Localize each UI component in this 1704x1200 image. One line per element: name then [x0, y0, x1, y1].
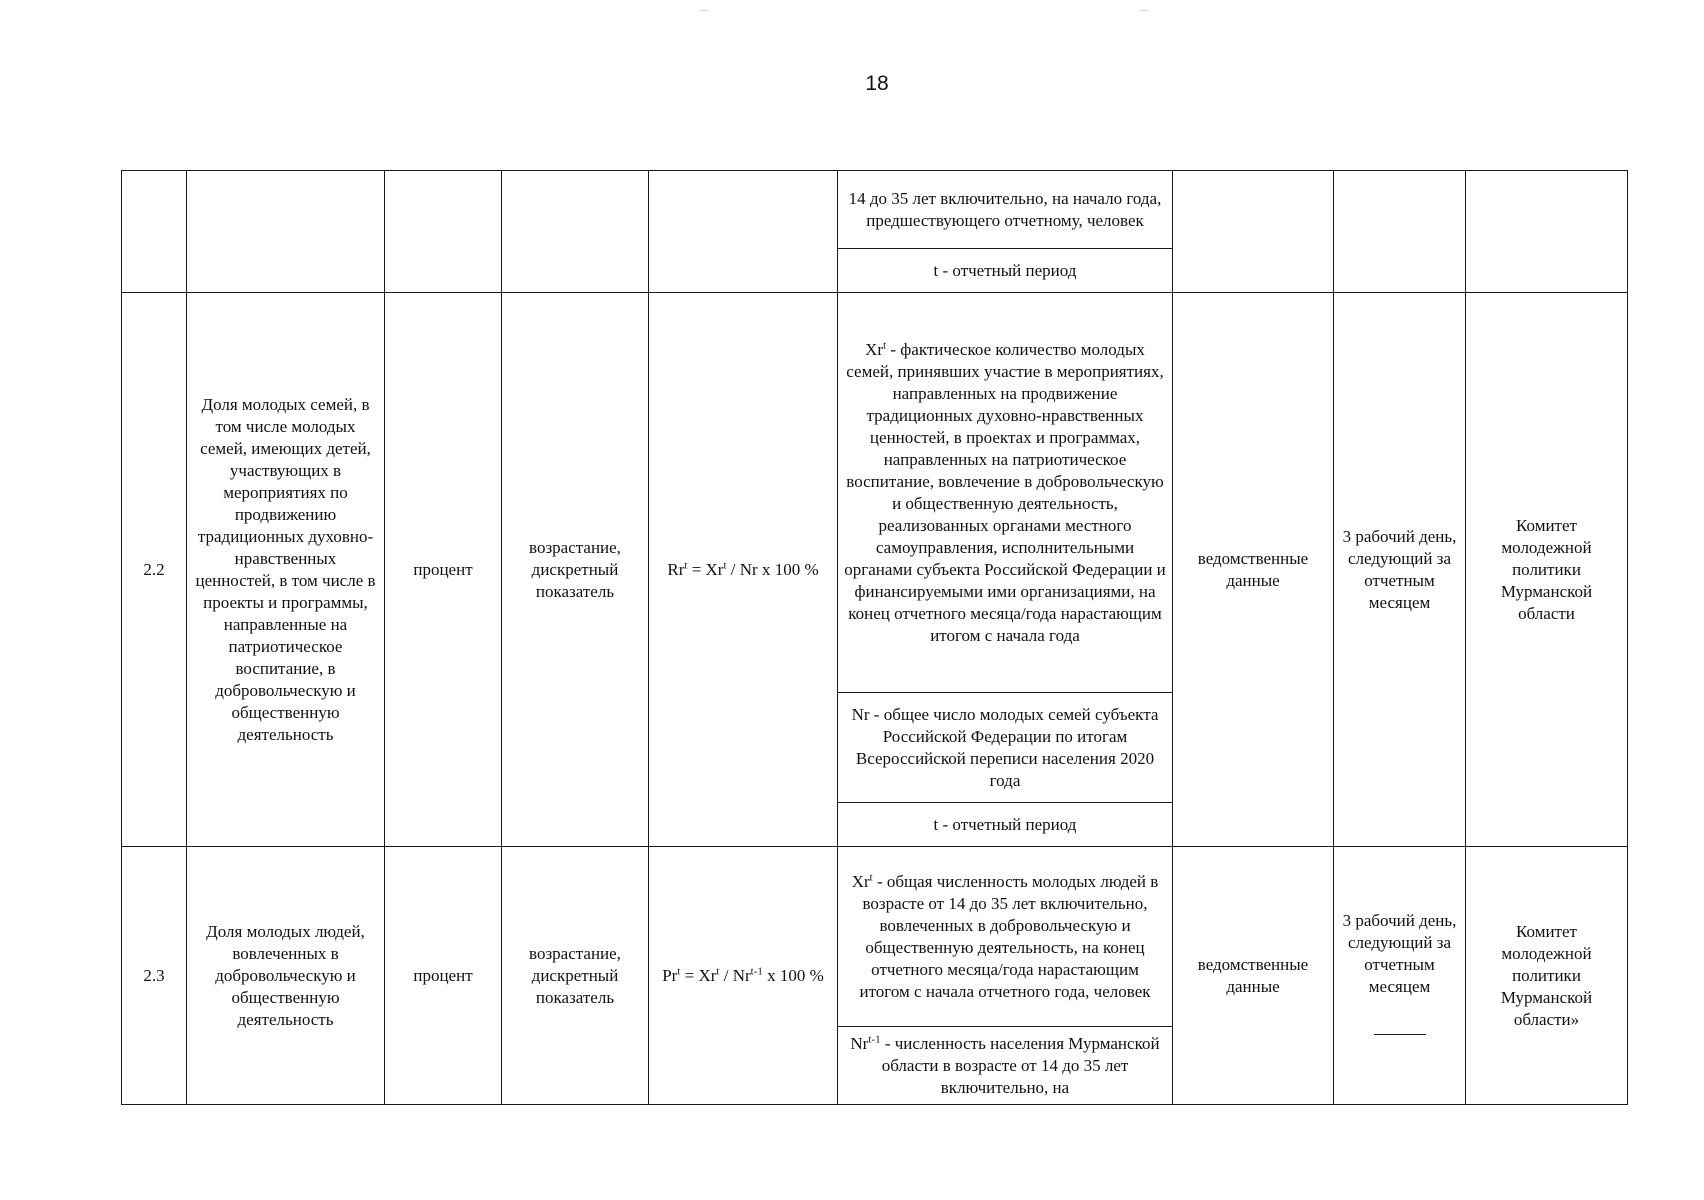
- cell-responsible: [1466, 171, 1628, 293]
- cell-deadline: 3 рабочий день, следующий за отчетным месяцем: [1334, 293, 1466, 847]
- formula-sup: t-1: [750, 964, 763, 977]
- description-text: - численность населения Мурманской области в возрасте от 14 до 35 лет включительно, на: [880, 1033, 1160, 1097]
- cell-description-nr: [838, 1027, 1173, 1105]
- formula-sup: t: [723, 558, 727, 571]
- formula-text: = Xr: [687, 559, 724, 579]
- symbol-sup: t-1: [868, 1032, 881, 1045]
- deadline-text: 3 рабочий день, следующий за отчетным месяцем: [1342, 911, 1457, 996]
- formula-sup: t: [716, 964, 720, 977]
- cell-description-t: t - отчетный период: [838, 803, 1173, 847]
- cell-unit: процент: [385, 293, 502, 847]
- cell-num: [122, 171, 187, 293]
- cell-responsible: Комитет молодежной политики Мурманской области»: [1466, 847, 1628, 1105]
- symbol: Xr: [865, 339, 884, 359]
- cell-description-xr: [838, 847, 1173, 1027]
- formula-text: = Xr: [680, 965, 717, 985]
- cell-num: 2.2: [122, 293, 187, 847]
- formula-text: Pr: [662, 965, 678, 985]
- cell-source: [1173, 171, 1334, 293]
- cell-deadline: [1334, 847, 1466, 1105]
- cell-deadline: [1334, 171, 1466, 293]
- cell-unit: процент: [385, 847, 502, 1105]
- cell-num: 2.3: [122, 847, 187, 1105]
- cell-description-xr: [838, 293, 1173, 693]
- cell-formula: [649, 847, 838, 1105]
- symbol-sup: t: [883, 338, 887, 351]
- cell-formula: [649, 171, 838, 293]
- cell-source: ведомственные данные: [1173, 847, 1334, 1105]
- continuation-mark: [1374, 1034, 1426, 1035]
- description-text: - общая численность молодых людей в возрасте от 14 до 35 лет включительно, вовлеченных в добровольческую и общественную деятельность, на конец отчетного месяца/года нарастающим итогом с начала отчетного года, человек: [859, 871, 1159, 1001]
- formula-text: / Nr x 100 %: [726, 559, 819, 579]
- scan-mark: [1140, 10, 1148, 11]
- cell-name: Доля молодых людей, вовлеченных в добровольческую и общественную деятельность: [187, 847, 385, 1105]
- cell-name: [187, 171, 385, 293]
- table-row: [122, 847, 1628, 1027]
- cell-type: [502, 171, 649, 293]
- table-row: [122, 171, 1628, 249]
- formula-text: x 100 %: [762, 965, 824, 985]
- cell-type: возрастание, дискретный показатель: [502, 847, 649, 1105]
- formula-text: / Nr: [719, 965, 751, 985]
- formula-sup: t: [677, 964, 681, 977]
- formula-sup: t: [684, 558, 688, 571]
- page-number: 18: [865, 72, 889, 95]
- cell-description-t: t - отчетный период: [838, 249, 1173, 293]
- cell-formula: [649, 293, 838, 847]
- scan-mark: [700, 10, 708, 11]
- symbol: Xr: [851, 871, 870, 891]
- cell-description: 14 до 35 лет включительно, на начало года, предшествующего отчетному, человек: [838, 171, 1173, 249]
- cell-name: Доля молодых семей, в том числе молодых семей, имеющих детей, участвующих в мероприятиях по продвижению традиционных духовно-нравственных ценностей, в том числе в проекты и программы, направленные на патриотическое воспитание, в добровольческую и общественную деятельность: [187, 293, 385, 847]
- cell-description-nr: Nr - общее число молодых семей субъекта Российской Федерации по итогам Всероссийской переписи населения 2020 года: [838, 693, 1173, 803]
- cell-type: возрастание, дискретный показатель: [502, 293, 649, 847]
- formula-text: Rr: [667, 559, 685, 579]
- table-row: [122, 293, 1628, 693]
- indicators-table: [121, 170, 1628, 1105]
- cell-source: ведомственные данные: [1173, 293, 1334, 847]
- description-text: - фактическое количество молодых семей, принявших участие в мероприятиях, направленных на продвижение традиционных духовно-нравственных ценностей, в проектах и программах, направленных на патриотическое воспитание, вовлечение в добровольческую и общественную деятельность, реализованных органами местного самоуправления, исполнительными органами субъекта Российской Федерации и финансируемыми ими организациями, на конец отчетного месяца/года нарастающим итогом с начала года: [844, 339, 1166, 645]
- cell-responsible: Комитет молодежной политики Мурманской области: [1466, 293, 1628, 847]
- symbol-sup: t: [869, 870, 873, 883]
- symbol: Nr: [850, 1033, 869, 1053]
- cell-unit: [385, 171, 502, 293]
